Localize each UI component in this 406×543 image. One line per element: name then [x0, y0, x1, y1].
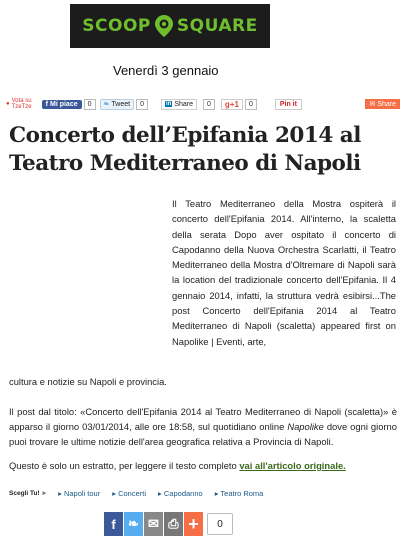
article-title: Concerto dell’Epifania 2014 al Teatro Mediterraneo di Napoli — [9, 123, 361, 176]
tag-link[interactable]: ▸ Teatro Roma — [214, 488, 264, 498]
site-logo[interactable] — [70, 4, 270, 48]
share-count: 0 — [207, 513, 233, 535]
tag-label: Teatro Roma — [220, 488, 264, 498]
facebook-like-label: Mi piace — [49, 100, 78, 108]
tweet-label: Tweet — [111, 100, 131, 108]
email-share-icon[interactable]: ✉ — [144, 512, 163, 536]
source-name: Napolike — [287, 421, 324, 432]
article-lead-tail: cultura e notizie su Napoli e provincia. — [9, 376, 167, 387]
facebook-icon: f — [45, 100, 48, 108]
original-article-link[interactable]: vai all'articolo originale. — [239, 460, 346, 471]
tzetze-icon: ● — [6, 101, 10, 107]
location-pin-icon — [155, 15, 173, 37]
twitter-icon: ❧ — [103, 101, 110, 108]
linkedin-share-count: 0 — [203, 99, 215, 110]
tags-label: Scegli Tu! — [9, 489, 40, 497]
logo-text-left: SCOOP — [82, 16, 151, 36]
vota-line2: TzeTze — [11, 104, 32, 110]
tweet-button[interactable] — [100, 99, 135, 110]
twitter-share-icon[interactable]: ❧ — [124, 512, 143, 536]
article-source-paragraph — [9, 404, 397, 449]
share-label: Share — [377, 100, 396, 108]
tag-link[interactable]: ▸ Napoli tour — [58, 488, 101, 498]
linkedin-share-button[interactable] — [161, 99, 197, 110]
tags-label-group — [9, 489, 46, 497]
social-share-row — [104, 512, 233, 536]
pinterest-pin-button[interactable]: Pin it — [275, 99, 302, 110]
linkedin-share-label: Share — [174, 100, 194, 108]
read-more-paragraph — [9, 458, 397, 473]
page-date: Venerdì 3 gennaio — [113, 63, 219, 78]
source-text-before: Il post dal titolo: «Concerto dell'Epifania 2014 al Teatro Mediterraneo di Napoli (scaletta)» è apparso il giorno 03/01/2014, alle ore 18:58, sul quotidiano online — [9, 406, 397, 432]
facebook-share-icon[interactable]: f — [104, 512, 123, 536]
tag-link[interactable]: ▸ Concerti — [112, 488, 147, 498]
linkedin-icon: in — [165, 101, 172, 107]
facebook-like-button[interactable] — [42, 100, 82, 109]
tag-label: Napoli tour — [63, 488, 101, 498]
article-lead: Il Teatro Mediterraneo della Mostra ospiterà il concerto dell'Epifania 2014. All'interno, la scaletta della serata Dopo aver ospitato il concerto di Capodanno della Nuova Orchestra Scarlatti, il Teatro Mediterraneo della Mostra d'Oltremare di Napoli sarà la location del tradizionale concerto dell'Epifania. Il 4 gennaio 2014, infatti, la struttura vedrà esibirsi...The post Concerto dell'Epifania 2014 al Teatro Mediterraneo di Napoli (scaletta) appeared first on Napolike | Eventi, arte, — [172, 198, 396, 347]
tag-link[interactable]: ▸ Capodanno — [158, 488, 203, 498]
google-plus-count: 0 — [245, 99, 257, 110]
read-more-text: Questo è solo un estratto, per leggere il testo completo — [9, 460, 240, 471]
tag-label: Capodanno — [163, 488, 203, 498]
google-plus-button[interactable]: g+1 — [221, 99, 243, 110]
vota-line1: Vota su — [11, 98, 32, 104]
logo-text-right: SQUARE — [176, 16, 258, 36]
source-text-after: dove ogni giorno puoi trovare le ultime notizie dell'area geografica relativa a Provincia di Napoli. — [9, 421, 397, 447]
share-bar — [6, 96, 400, 112]
arrow-right-icon: ▸ — [42, 490, 47, 497]
facebook-like-count: 0 — [84, 99, 96, 110]
add-share-icon[interactable]: + — [184, 512, 203, 536]
print-share-icon[interactable]: ⎙ — [164, 512, 183, 536]
tag-list — [9, 487, 397, 499]
share-button[interactable] — [365, 99, 400, 109]
tag-label: Concerti — [118, 488, 147, 498]
tweet-count: 0 — [136, 99, 148, 110]
tzetze-vote-button[interactable] — [6, 98, 32, 110]
share-icon: ✉ — [369, 101, 376, 108]
